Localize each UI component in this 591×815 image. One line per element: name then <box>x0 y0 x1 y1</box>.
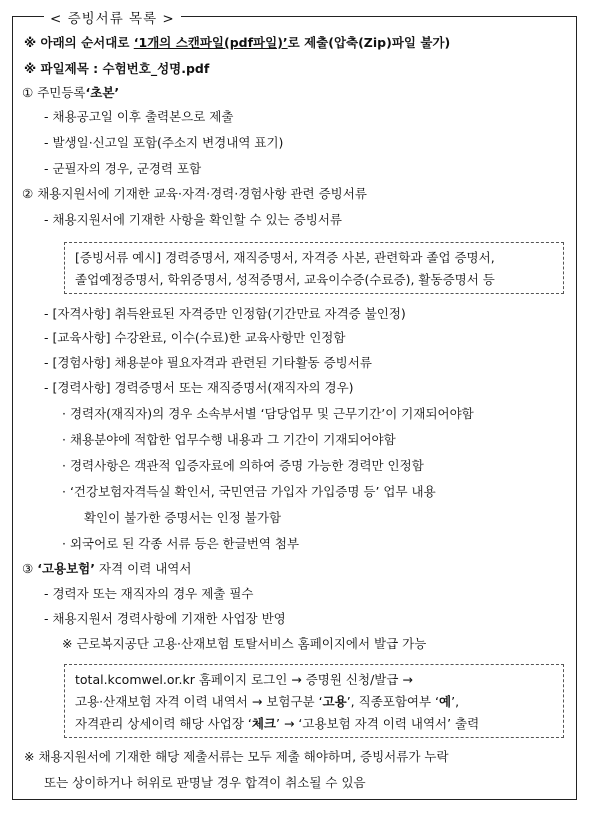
notice-file-title <box>24 60 209 78</box>
document-examples-box <box>64 242 564 294</box>
section-number: ② <box>22 186 34 201</box>
examples-line: 졸업예정증명서, 학위증명서, 성적증명서, 교육이수증(수료증), 활동증명서 등 <box>75 272 495 287</box>
list-item: - 채용지원서에 기재한 사항을 확인할 수 있는 증빙서류 <box>44 212 342 227</box>
section-3-heading <box>22 560 191 578</box>
notice-text-pre: 아래의 순서대로 <box>40 35 134 50</box>
list-item: - [교육사항] 수강완료, 이수(수료)한 교육사항만 인정함 <box>44 330 346 345</box>
bullet-item: · 외국어로 된 각종 서류 등은 한글번역 첨부 <box>62 536 300 551</box>
list-item: - 발생일·신고일 포함(주소지 변경내역 표기) <box>44 135 284 150</box>
notice-text-post: 로 제출(압축(Zip)파일 불가) <box>287 35 451 50</box>
bullet-item-continuation: 확인이 불가한 증명서는 인정 불가함 <box>84 510 282 525</box>
list-item: - [자격사항] 취득완료된 자격증만 인정함(기간만료 자격증 불인정) <box>44 306 406 321</box>
bullet-item: · ‘건강보험자격득실 확인서, 국민연금 가입자 가입증명 등’ 업무 내용 <box>62 484 436 499</box>
section-number: ① <box>22 85 34 100</box>
section-1-heading <box>22 84 119 102</box>
steps-line: total.kcomwel.or.kr 홈페이지 로그인 → 증명원 신청/발급 → <box>75 672 413 687</box>
footer-notice-continuation: 또는 상이하거나 허위로 판명날 경우 합격이 취소될 수 있음 <box>44 775 366 790</box>
section-1-emphasis: ‘초본’ <box>85 85 120 100</box>
bullet-item: · 경력자(재직자)의 경우 소속부서별 ‘담당업무 및 근무기간’이 기재되어야함 <box>62 406 474 421</box>
steps-line <box>75 713 563 735</box>
steps-line <box>75 691 563 713</box>
steps-text: ’ → ‘고용보험 자격 이력 내역서’ 출력 <box>276 716 480 731</box>
steps-emphasis: 체크 <box>251 716 276 731</box>
steps-text: ’, 직종포함여부 ‘ <box>346 694 440 709</box>
section-1-title: 주민등록 <box>37 85 86 100</box>
section-3-emphasis: ‘고용보험’ <box>37 561 96 576</box>
list-item: - 채용공고일 이후 출력본으로 제출 <box>44 109 234 124</box>
list-item: - 경력자 또는 재직자의 경우 제출 필수 <box>44 586 254 601</box>
bullet-item: · 채용분야에 적합한 업무수행 내용과 그 기간이 기재되어야함 <box>62 432 396 447</box>
steps-emphasis: 예 <box>439 694 452 709</box>
bullet-item: · 경력사항은 객관적 입증자료에 의하여 증명 가능한 경력만 인정함 <box>62 458 424 473</box>
list-item: - 채용지원서 경력사항에 기재한 사업장 반영 <box>44 611 286 626</box>
steps-text: ’, <box>451 694 460 709</box>
steps-emphasis: 고용 <box>322 694 347 709</box>
section-2-heading <box>22 185 367 203</box>
section-3-title: 자격 이력 내역서 <box>95 561 192 576</box>
steps-text: 고용·산재보험 자격 이력 내역서 → 보험구분 ‘ <box>75 694 323 709</box>
list-item: - [경험사항] 채용분야 필요자격과 관련된 기타활동 증빙서류 <box>44 355 372 370</box>
list-item: - [경력사항] 경력증명서 또는 재직증명서(재직자의 경우) <box>44 380 354 395</box>
document-title: < 증빙서류 목록 > <box>44 7 181 27</box>
list-item: - 군필자의 경우, 군경력 포함 <box>44 161 202 176</box>
notice-scan-file <box>24 34 450 52</box>
notice-file-title-text: 파일제목 : 수험번호_성명.pdf <box>40 61 210 76</box>
issuance-steps-box <box>64 664 564 738</box>
examples-line: [증빙서류 예시] 경력증명서, 재직증명서, 자격증 사본, 관련학과 졸업 증명서, <box>75 250 495 265</box>
notice-text-emphasis: ‘1개의 스캔파일(pdf파일)’ <box>133 35 288 50</box>
footer-notice: ※ 채용지원서에 기재한 해당 제출서류는 모두 제출 해야하며, 증빙서류가 누락 <box>24 749 449 764</box>
section-number: ③ <box>22 561 34 576</box>
notice-mark: ※ <box>24 61 37 76</box>
issuance-note: ※ 근로복지공단 고용·산재보험 토탈서비스 홈페이지에서 발급 가능 <box>62 636 427 651</box>
notice-mark: ※ <box>24 35 37 50</box>
steps-text: 자격관리 상세이력 해당 사업장 ‘ <box>75 716 252 731</box>
section-2-title: 채용지원서에 기재한 교육·자격·경력·경험사항 관련 증빙서류 <box>37 186 367 201</box>
